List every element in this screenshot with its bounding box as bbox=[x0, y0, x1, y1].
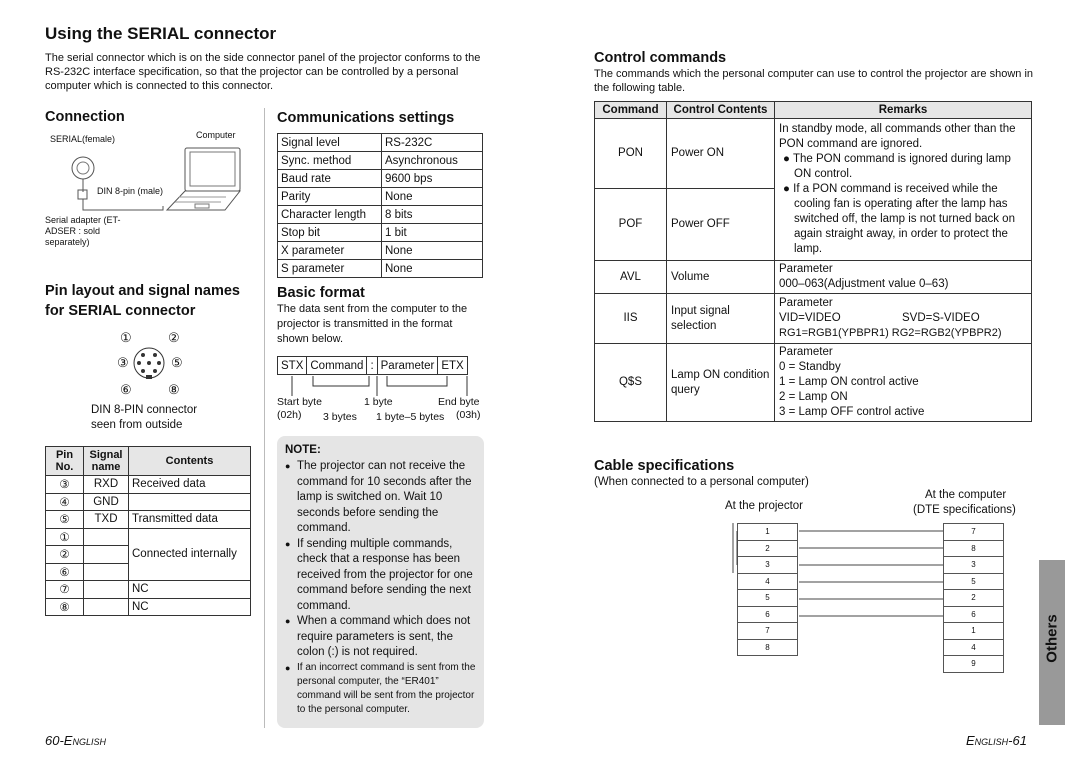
computer-pin-table bbox=[943, 523, 1004, 673]
remark-line: Parameter bbox=[779, 263, 833, 275]
din-caption-2: seen from outside bbox=[91, 419, 183, 431]
pin-8-label: ⑧ bbox=[168, 382, 180, 397]
signal-header: Signal name bbox=[84, 447, 129, 476]
table-row bbox=[278, 170, 483, 188]
column-divider bbox=[264, 108, 265, 728]
remark-line: 0 = Standby bbox=[779, 361, 841, 373]
note-box bbox=[277, 436, 484, 728]
setting-value: None bbox=[382, 260, 483, 278]
pin-cell: ⑧ bbox=[46, 598, 84, 616]
setting-name: Stop bit bbox=[278, 224, 382, 242]
control-contents-header: Control Contents bbox=[667, 102, 775, 119]
command-cell: Q$S bbox=[595, 344, 667, 422]
remark-part: VID=VIDEO bbox=[779, 312, 841, 324]
command-cell: Command bbox=[307, 357, 367, 375]
note-heading: NOTE: bbox=[285, 444, 321, 456]
pin-layout-heading: Pin layout and signal names bbox=[45, 283, 240, 299]
signal-cell bbox=[84, 528, 129, 546]
computer-label: Computer bbox=[196, 130, 236, 140]
remarks-cell bbox=[775, 294, 1032, 344]
computer-side-label-1: At the computer bbox=[925, 489, 1007, 501]
end-code-label: (03h) bbox=[456, 409, 481, 421]
contents-cell: Power ON bbox=[667, 119, 775, 189]
pin-3-label: ③ bbox=[117, 355, 129, 370]
contents-cell: Power OFF bbox=[667, 189, 775, 261]
start-code-label: (02h) bbox=[277, 409, 302, 421]
pin-cell: 5 bbox=[944, 573, 1004, 590]
pin-cell: 6 bbox=[944, 606, 1004, 623]
remark-bullet: ● If a PON command is received while the cooling fan is operating after the lamp has switched off, the lamp is not turned back on again straight away, in order to protect the lamp. bbox=[783, 183, 1015, 255]
etx-cell: ETX bbox=[438, 357, 467, 375]
pin-layout-heading-2: for SERIAL connector bbox=[45, 303, 196, 319]
pin-cell: 4 bbox=[944, 639, 1004, 656]
pin-cell: ② bbox=[46, 546, 84, 564]
format-diagram bbox=[277, 356, 468, 375]
table-row bbox=[46, 581, 251, 599]
connection-diagram bbox=[45, 140, 250, 220]
setting-value: Asynchronous bbox=[382, 152, 483, 170]
projector-side-label: At the projector bbox=[725, 500, 803, 512]
comm-settings-heading: Communications settings bbox=[277, 110, 455, 126]
remarks-cell bbox=[775, 344, 1032, 422]
remark-bullet-text: The PON command is ignored during lamp ON control. bbox=[792, 153, 1011, 180]
contents-cell: Input signal selection bbox=[667, 294, 775, 344]
din-connector-icon bbox=[132, 346, 166, 380]
three-bytes-label: 3 bytes bbox=[323, 411, 357, 423]
note-item: ● If sending multiple commands, check that a response has been received from the projector for one command before sending the next command. bbox=[285, 537, 476, 615]
setting-value: None bbox=[382, 188, 483, 206]
setting-value: RS-232C bbox=[382, 134, 483, 152]
contents-cell bbox=[129, 493, 251, 511]
din-label: DIN 8-pin (male) bbox=[97, 186, 164, 196]
pin-cell: 8 bbox=[944, 540, 1004, 557]
setting-value: None bbox=[382, 242, 483, 260]
pin-header: Pin No. bbox=[46, 447, 84, 476]
pin-cell: ① bbox=[46, 528, 84, 546]
table-row bbox=[595, 344, 1032, 422]
intro-text: The serial connector which is on the side connector panel of the projector conforms to the RS-232C interface specification, so that the projector can be controlled by a personal computer which is connected to this connector. bbox=[45, 52, 481, 92]
connection-heading: Connection bbox=[45, 109, 125, 125]
pin-cell: 3 bbox=[944, 557, 1004, 574]
signal-cell: RXD bbox=[84, 476, 129, 494]
remark-line bbox=[779, 311, 1027, 326]
table-row bbox=[46, 598, 251, 616]
setting-name: Signal level bbox=[278, 134, 382, 152]
cable-spec-heading: Cable specifications bbox=[594, 458, 735, 474]
table-row bbox=[46, 476, 251, 494]
table-row bbox=[278, 242, 483, 260]
signal-cell bbox=[84, 581, 129, 599]
pin-2-label: ② bbox=[168, 330, 180, 345]
adapter-label: Serial adapter (ET-ADSER : sold separately) bbox=[45, 215, 121, 247]
pin-cell: 3 bbox=[738, 557, 798, 574]
remark-text: In standby mode, all commands other than the PON command are ignored. bbox=[779, 123, 1016, 150]
remark-line: 1 = Lamp ON control active bbox=[779, 376, 919, 388]
contents-cell: Transmitted data bbox=[129, 511, 251, 529]
command-cell: AVL bbox=[595, 261, 667, 294]
signal-cell bbox=[84, 546, 129, 564]
pin-cell: 9 bbox=[944, 656, 1004, 673]
pin-1-label: ① bbox=[120, 330, 132, 345]
comm-settings-table bbox=[277, 133, 483, 278]
setting-name: Character length bbox=[278, 206, 382, 224]
pin-cell: 1 bbox=[944, 623, 1004, 640]
pin-5-label: ⑤ bbox=[171, 355, 183, 370]
pin-cell: ⑥ bbox=[46, 563, 84, 581]
remark-line: Parameter bbox=[779, 297, 833, 309]
remark-bullet: ● The PON command is ignored during lamp ON control. bbox=[783, 153, 1011, 180]
remark-line: 2 = Lamp ON bbox=[779, 391, 848, 403]
cable-wiring-diagram bbox=[727, 523, 947, 683]
contents-cell: Received data bbox=[129, 476, 251, 494]
pin-cell: ⑦ bbox=[46, 581, 84, 599]
control-commands-table bbox=[594, 101, 1032, 422]
table-row bbox=[278, 224, 483, 242]
pin-cell: ③ bbox=[46, 476, 84, 494]
table-row bbox=[595, 119, 1032, 189]
control-commands-text: The commands which the personal computer can use to control the projector are shown in the following table. bbox=[594, 68, 1034, 94]
command-cell: POF bbox=[595, 189, 667, 261]
start-byte-label: Start byte bbox=[277, 396, 322, 408]
pin-cell: 7 bbox=[738, 623, 798, 640]
pin-cell: 2 bbox=[944, 590, 1004, 607]
command-cell: PON bbox=[595, 119, 667, 189]
contents-cell: Lamp ON condition query bbox=[667, 344, 775, 422]
others-tab-label: Others bbox=[1043, 614, 1061, 663]
table-row bbox=[595, 261, 1032, 294]
pin-cell: 1 bbox=[738, 524, 798, 541]
contents-cell: NC bbox=[129, 598, 251, 616]
basic-format-text: The data sent from the computer to the projector is transmitted in the format shown below. bbox=[277, 303, 468, 345]
table-row bbox=[278, 260, 483, 278]
note-item: ● The projector can not receive the command for 10 seconds after the lamp is switched on. Wait 10 seconds before sending the command. bbox=[285, 459, 476, 537]
remark-bullet-text: If a PON command is received while the cooling fan is operating after the lamp has switched off, the lamp is not turned back on again straight away, in order to protect the lamp. bbox=[793, 183, 1015, 255]
cable-spec-sub: (When connected to a personal computer) bbox=[594, 476, 809, 488]
remark-part: SVD=S-VIDEO bbox=[902, 312, 980, 324]
signal-cell: GND bbox=[84, 493, 129, 511]
remark-line: 3 = Lamp OFF control active bbox=[779, 406, 925, 418]
remark-line: Parameter bbox=[779, 346, 833, 358]
page-title: Using the SERIAL connector bbox=[45, 24, 277, 43]
contents-cell: NC bbox=[129, 581, 251, 599]
setting-name: X parameter bbox=[278, 242, 382, 260]
note-item-small: ● If an incorrect command is sent from the personal computer, the “ER401” command will be sent from the projector to the personal computer. bbox=[285, 661, 476, 717]
stx-cell: STX bbox=[278, 357, 307, 375]
din-caption-1: DIN 8-PIN connector bbox=[91, 404, 198, 416]
remarks-cell bbox=[775, 261, 1032, 294]
others-tab[interactable] bbox=[1039, 560, 1065, 725]
footer-left-page: 60-English bbox=[45, 733, 106, 748]
setting-name: Baud rate bbox=[278, 170, 382, 188]
pin-cell: 5 bbox=[738, 590, 798, 607]
basic-format-heading: Basic format bbox=[277, 285, 365, 301]
remark-part: RG2=RGB2(YPBPR2) bbox=[891, 327, 1002, 339]
computer-side-label-2: (DTE specifications) bbox=[913, 504, 1016, 516]
pin-cell: 7 bbox=[944, 524, 1004, 541]
remark-part: RG1=RGB1(YPBPR1) bbox=[779, 327, 889, 339]
signal-cell bbox=[84, 598, 129, 616]
parameter-cell: Parameter bbox=[377, 357, 438, 375]
pin-cell: 4 bbox=[738, 573, 798, 590]
colon-cell: : bbox=[367, 357, 377, 375]
table-row bbox=[595, 294, 1032, 344]
remarks-header: Remarks bbox=[775, 102, 1032, 119]
control-commands-heading: Control commands bbox=[594, 50, 727, 66]
table-row bbox=[278, 152, 483, 170]
remark-line bbox=[779, 326, 1027, 341]
contents-header: Contents bbox=[129, 447, 251, 476]
command-header: Command bbox=[595, 102, 667, 119]
footer-right-page: English-61 bbox=[966, 733, 1027, 748]
table-row bbox=[278, 188, 483, 206]
setting-name: Sync. method bbox=[278, 152, 382, 170]
remarks-cell bbox=[775, 119, 1032, 261]
end-byte-label: End byte bbox=[438, 396, 480, 408]
pin-table bbox=[45, 446, 251, 616]
pin-cell: ④ bbox=[46, 493, 84, 511]
pin-cell: 2 bbox=[738, 540, 798, 557]
param-bytes-label: 1 byte–5 bytes bbox=[376, 411, 445, 423]
pin-cell: ⑤ bbox=[46, 511, 84, 529]
signal-cell: TXD bbox=[84, 511, 129, 529]
signal-cell bbox=[84, 563, 129, 581]
table-row bbox=[278, 206, 483, 224]
pin-cell: 8 bbox=[738, 639, 798, 656]
pin-6-label: ⑥ bbox=[120, 382, 132, 397]
setting-value: 9600 bps bbox=[382, 170, 483, 188]
contents-cell: Volume bbox=[667, 261, 775, 294]
table-row bbox=[278, 134, 483, 152]
remark-line: 000–063(Adjustment value 0–63) bbox=[779, 278, 949, 290]
setting-value: 1 bit bbox=[382, 224, 483, 242]
command-cell: IIS bbox=[595, 294, 667, 344]
table-row bbox=[46, 493, 251, 511]
setting-name: S parameter bbox=[278, 260, 382, 278]
setting-value: 8 bits bbox=[382, 206, 483, 224]
table-row bbox=[46, 528, 251, 546]
setting-name: Parity bbox=[278, 188, 382, 206]
pin-cell: 6 bbox=[738, 606, 798, 623]
table-row bbox=[46, 511, 251, 529]
note-item: ● When a command which does not require parameters is sent, the colon (:) is not required. bbox=[285, 614, 476, 661]
contents-cell: Connected internally bbox=[129, 528, 251, 581]
one-byte-label: 1 byte bbox=[364, 396, 393, 408]
serial-female-label: SERIAL(female) bbox=[50, 134, 116, 144]
